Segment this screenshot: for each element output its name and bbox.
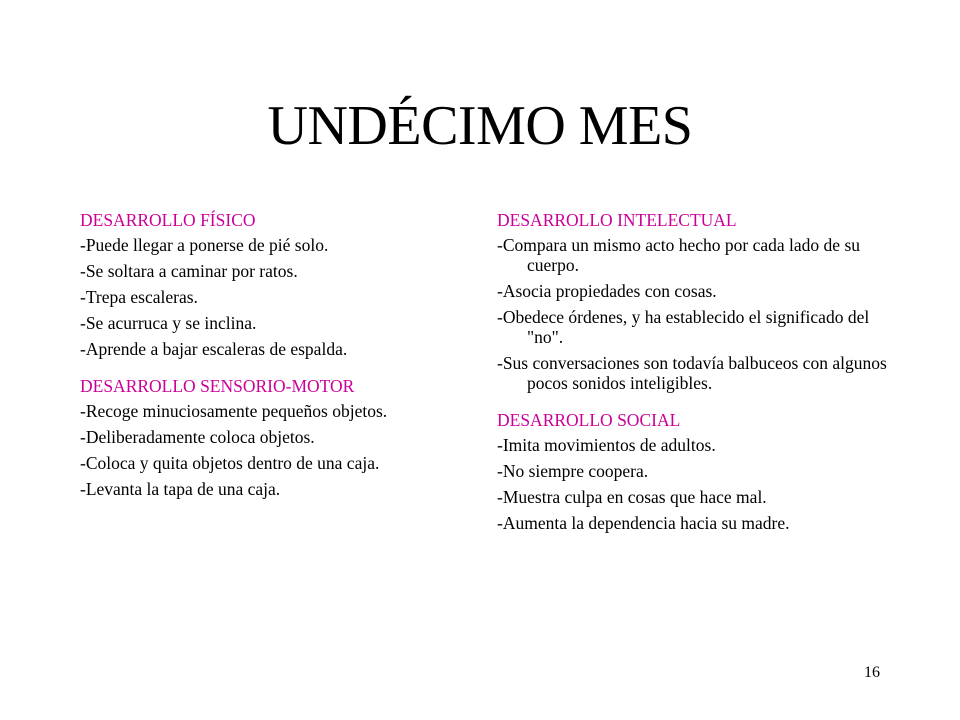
list-item: -Asocia propiedades con cosas. — [497, 281, 717, 301]
list-item: -Muestra culpa en cosas que hace mal. — [497, 487, 767, 507]
left-column — [80, 207, 480, 509]
section-heading: DESARROLLO INTELECTUAL — [497, 210, 737, 230]
section-heading: DESARROLLO FÍSICO — [80, 210, 256, 230]
section-heading: DESARROLLO SOCIAL — [497, 410, 681, 430]
list-item: -Obedece órdenes, y ha establecido el significado del "no". — [497, 307, 870, 347]
section-desarrollo-intelectual — [497, 207, 897, 393]
item-list — [497, 435, 897, 533]
slide-title: UNDÉCIMO MES — [267, 95, 693, 157]
section-desarrollo-sensorio-motor — [80, 373, 480, 499]
list-item: -Imita movimientos de adultos. — [497, 435, 716, 455]
list-item: -Aumenta la dependencia hacia su madre. — [497, 513, 790, 533]
list-item: -Trepa escaleras. — [80, 287, 198, 307]
item-list — [497, 235, 897, 393]
section-heading: DESARROLLO SENSORIO-MOTOR — [80, 376, 355, 396]
list-item: -No siempre coopera. — [497, 461, 649, 481]
list-item: -Aprende a bajar escaleras de espalda. — [80, 339, 348, 359]
section-desarrollo-fisico — [80, 207, 480, 359]
list-item: -Deliberadamente coloca objetos. — [80, 427, 315, 447]
page-number: 16 — [864, 664, 880, 681]
item-list — [80, 235, 480, 359]
item-list — [80, 401, 480, 499]
list-item: -Recoge minuciosamente pequeños objetos. — [80, 401, 388, 421]
list-item: -Sus conversaciones son todavía balbuceos con algunos pocos sonidos inteligibles. — [497, 353, 887, 393]
list-item: -Levanta la tapa de una caja. — [80, 479, 281, 499]
section-desarrollo-social — [497, 407, 897, 533]
list-item: -Se acurruca y se inclina. — [80, 313, 257, 333]
right-column — [497, 207, 897, 543]
list-item: -Se soltara a caminar por ratos. — [80, 261, 298, 281]
list-item: -Compara un mismo acto hecho por cada lado de su cuerpo. — [497, 235, 861, 275]
list-item: -Coloca y quita objetos dentro de una caja. — [80, 453, 380, 473]
list-item: -Puede llegar a ponerse de pié solo. — [80, 235, 329, 255]
